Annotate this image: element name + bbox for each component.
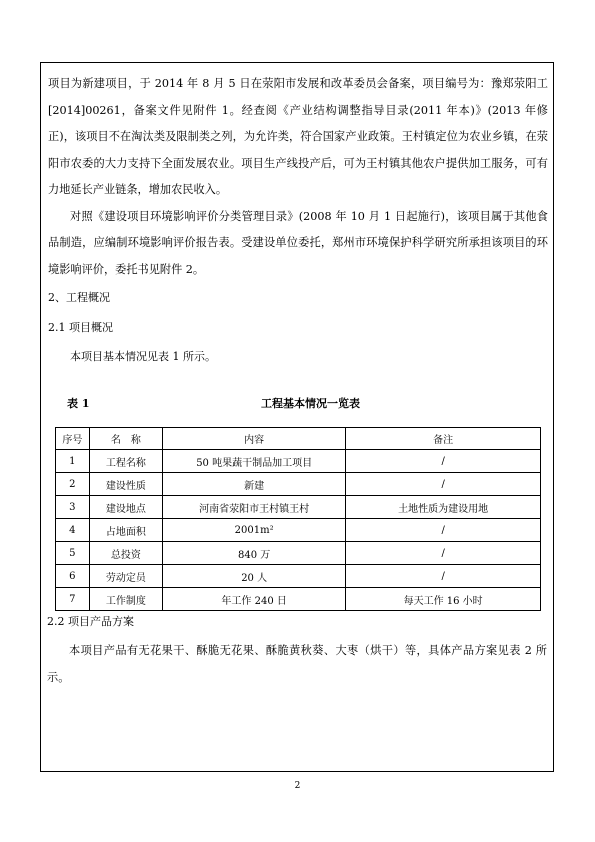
table-cell: 每天工作 16 小时 bbox=[346, 588, 541, 611]
header-cell: 备注 bbox=[346, 428, 541, 450]
table-number: 表 1 bbox=[67, 397, 90, 410]
table-cell: 7 bbox=[56, 588, 90, 611]
table-cell: 6 bbox=[56, 565, 90, 588]
table-cell: / bbox=[346, 519, 541, 542]
header-cell: 名 称 bbox=[89, 428, 162, 450]
table-cell: 土地性质为建设用地 bbox=[346, 496, 541, 519]
table-cell: 50 吨果蔬干制品加工项目 bbox=[163, 450, 346, 473]
project-info-table bbox=[55, 427, 541, 611]
intro-paragraph-1: 项目为新建项目，于 2014 年 8 月 5 日在荥阳市发展和改革委员会备案，项目编号为：豫郑荥阳工[2014]00261，备案文件见附件 1。经查阅《产业结构调整指导目录(2011 年本)》(2013 年修正)，该项目不在淘汰类及限制类之列，为允许类，符合国家产业政策。王村镇定位为农业乡镇，在荥阳市农委的大力支持下全面发展农业。项目生产线投产后，可为王村镇其他农户提供加工服务，可有力地延长产业链条，增加农民收入。 bbox=[48, 77, 548, 196]
table-cell: 4 bbox=[56, 519, 90, 542]
table-cell: 工作制度 bbox=[89, 588, 162, 611]
table-row bbox=[56, 519, 541, 542]
table-cell: 占地面积 bbox=[89, 519, 162, 542]
table-cell: 建设地点 bbox=[89, 496, 162, 519]
table-cell: 工程名称 bbox=[89, 450, 162, 473]
table-cell: 2 bbox=[56, 473, 90, 496]
table-cell: / bbox=[346, 450, 541, 473]
table-cell: 1 bbox=[56, 450, 90, 473]
page-number: 2 bbox=[294, 781, 301, 791]
table-row bbox=[56, 450, 541, 473]
subsection-2-1-text: 本项目基本情况见表 1 所示。 bbox=[70, 350, 216, 363]
table-cell: / bbox=[346, 542, 541, 565]
intro-paragraph-2: 对照《建设项目环境影响评价分类管理目录》(2008 年 10 月 1 日起施行)，该项目属于其他食品制造，应编制环境影响评价报告表。受建设单位委托，郑州市环境保护科学研究所承担该项目的环境影响评价，委托书见附件 2。 bbox=[48, 209, 548, 276]
table-header-row bbox=[56, 428, 541, 450]
subsection-2-2-text: 本项目产品有无花果干、酥脆无花果、酥脆黄秋葵、大枣（烘干）等，具体产品方案见表 2 所示。 bbox=[47, 643, 547, 684]
table-row bbox=[56, 496, 541, 519]
table-cell: / bbox=[346, 473, 541, 496]
table-cell: 劳动定员 bbox=[89, 565, 162, 588]
table-cell: 3 bbox=[56, 496, 90, 519]
header-cell: 序号 bbox=[56, 428, 90, 450]
table-cell: 河南省荥阳市王村镇王村 bbox=[163, 496, 346, 519]
section-heading: 2、工程概况 bbox=[48, 291, 110, 304]
table-cell: 总投资 bbox=[89, 542, 162, 565]
table-cell: 年工作 240 日 bbox=[163, 588, 346, 611]
table-cell: 840 万 bbox=[163, 542, 346, 565]
table-row bbox=[56, 473, 541, 496]
table-cell: / bbox=[346, 565, 541, 588]
table-cell: 新建 bbox=[163, 473, 346, 496]
table-row bbox=[56, 565, 541, 588]
table-cell: 5 bbox=[56, 542, 90, 565]
table-cell: 建设性质 bbox=[89, 473, 162, 496]
subsection-2-1-heading: 2.1 项目概况 bbox=[48, 320, 113, 334]
subsection-2-2-heading: 2.2 项目产品方案 bbox=[47, 615, 134, 628]
header-cell: 内容 bbox=[163, 428, 346, 450]
table-title: 工程基本情况一览表 bbox=[261, 397, 360, 410]
section-2-2 bbox=[47, 607, 547, 691]
table-cell: 20 人 bbox=[163, 565, 346, 588]
table-cell: 2001m² bbox=[163, 519, 346, 542]
document-body bbox=[48, 71, 548, 372]
table-row bbox=[56, 542, 541, 565]
